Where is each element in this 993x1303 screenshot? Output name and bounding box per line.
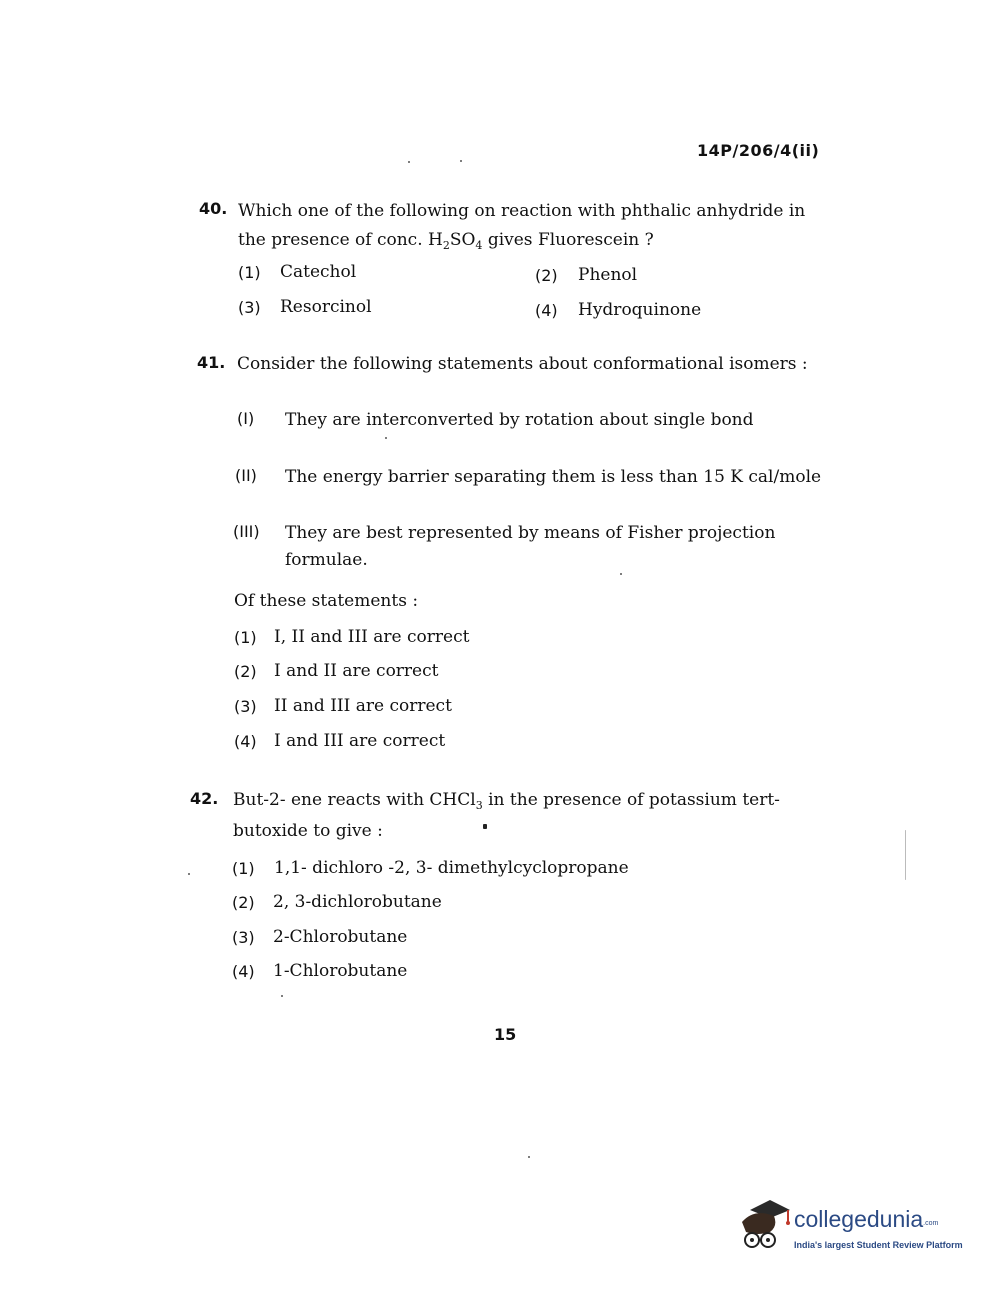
statement-text: They are interconverted by rotation about single bond <box>285 410 754 430</box>
scan-speck <box>528 1156 530 1158</box>
question-42-line1: But-2- ene reacts with CHCl$_3$ in the presence of potassium tert- <box>233 790 780 812</box>
option-number: (4) <box>232 962 255 981</box>
question-40-line2: the presence of conc. $H_2SO_4$ gives Fluorescein ? <box>238 230 654 252</box>
option-number: (4) <box>535 301 558 320</box>
scan-speck <box>460 160 462 162</box>
question-40-line1: Which one of the following on reaction with phthalic anhydride in <box>238 201 806 221</box>
option-text: 2-Chlorobutane <box>273 927 408 947</box>
statement-number: (I) <box>237 409 255 428</box>
option-text: 1-Chlorobutane <box>273 961 408 981</box>
paper-code: 14P/206/4(ii) <box>697 141 820 160</box>
option-text: Resorcinol <box>280 297 372 317</box>
question-41-prompt: Of these statements : <box>234 591 419 611</box>
option-text: II and III are correct <box>274 696 452 716</box>
statement-text: The energy barrier separating them is less than 15 K cal/mole <box>285 467 822 487</box>
scan-speck <box>385 437 387 439</box>
option-number: (4) <box>234 732 257 751</box>
mascot-icon <box>736 1196 792 1256</box>
scan-speck <box>281 995 283 997</box>
question-42-number: 42. <box>190 789 219 808</box>
scan-speck <box>408 161 410 163</box>
option-text: Phenol <box>578 265 638 285</box>
statement-text: They are best represented by means of Fisher projection <box>285 523 776 543</box>
option-text: 2, 3-dichlorobutane <box>273 892 442 912</box>
brand-dot-com: .com <box>923 1220 939 1227</box>
statement-text-continued: formulae. <box>285 550 368 570</box>
question-41-line1: Consider the following statements about conformational isomers : <box>237 354 808 374</box>
brand-name: collegedunia <box>794 1206 924 1232</box>
scan-speck <box>905 830 906 880</box>
option-number: (2) <box>234 662 257 681</box>
brand-tagline: India's largest Student Review Platform <box>794 1240 963 1250</box>
question-41-number: 41. <box>197 353 226 372</box>
scan-speck <box>483 824 487 829</box>
scan-speck <box>620 573 622 575</box>
option-number: (1) <box>238 263 261 282</box>
option-text: I and III are correct <box>274 731 446 751</box>
option-number: (3) <box>234 697 257 716</box>
option-number: (1) <box>234 628 257 647</box>
question-40-number: 40. <box>199 199 228 218</box>
option-number: (3) <box>232 928 255 947</box>
option-number: (1) <box>232 859 255 878</box>
option-text: Hydroquinone <box>578 300 702 320</box>
statement-number: (II) <box>235 466 257 485</box>
option-number: (3) <box>238 298 261 317</box>
option-number: (2) <box>232 893 255 912</box>
page-number: 15 <box>494 1025 517 1044</box>
scan-speck <box>188 873 190 875</box>
question-42-line2: butoxide to give : <box>233 821 383 841</box>
option-text: I and II are correct <box>274 661 439 681</box>
option-text: Catechol <box>280 262 357 282</box>
option-number: (2) <box>535 266 558 285</box>
statement-number: (III) <box>233 522 260 541</box>
collegedunia-watermark <box>736 1196 966 1256</box>
option-text: 1,1- dichloro -2, 3- dimethylcyclopropane <box>274 858 629 878</box>
option-text: I, II and III are correct <box>274 627 470 647</box>
